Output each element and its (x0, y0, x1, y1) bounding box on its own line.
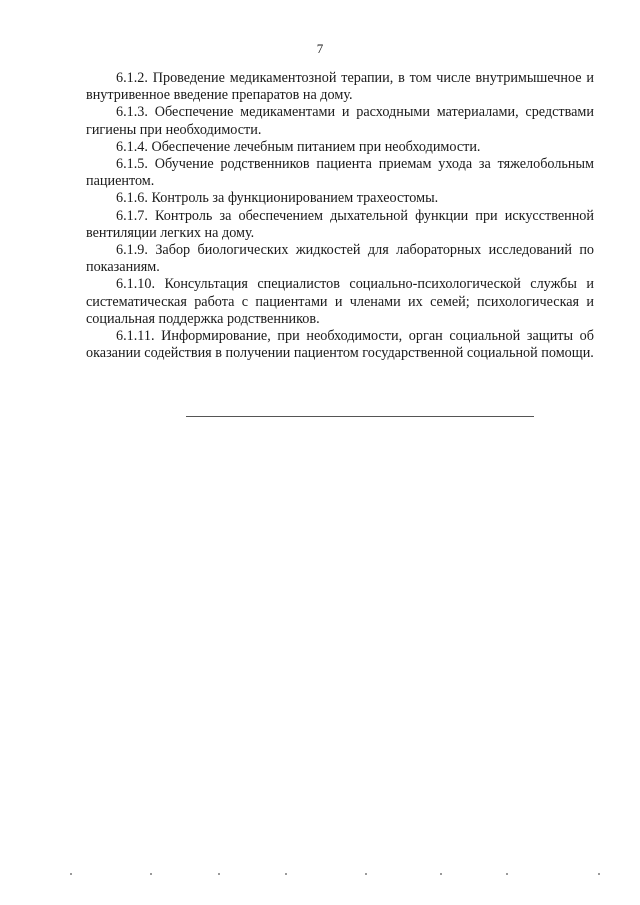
scan-dot (506, 873, 508, 875)
paragraph-6-1-7: 6.1.7. Контроль за обеспечением дыхательной функции при искусственной вентиляции легких на дому. (86, 207, 594, 241)
document-body (86, 70, 594, 362)
paragraph-6-1-2: 6.1.2. Проведение медикаментозной терапии, в том числе внутримышечное и внутривенное введение препаратов на дому. (86, 70, 594, 104)
paragraph-6-1-3: 6.1.3. Обеспечение медикаментами и расходными материалами, средствами гигиены при необходимости. (86, 104, 594, 138)
scan-dot (218, 873, 220, 875)
scan-dot (150, 873, 152, 875)
end-divider-line (186, 416, 534, 417)
paragraph-6-1-10: 6.1.10. Консультация специалистов социально-психологической службы и систематическая работа с пациентами и членами их семей; психологическая и социальная поддержка родственников. (86, 276, 594, 327)
page-number: 7 (316, 41, 324, 56)
scan-dot (70, 873, 72, 875)
paragraph-6-1-5: 6.1.5. Обучение родственников пациента приемам ухода за тяжелобольным пациентом. (86, 156, 594, 190)
paragraph-6-1-4: 6.1.4. Обеспечение лечебным питанием при необходимости. (116, 138, 481, 155)
scan-artifact-dots (70, 873, 610, 877)
paragraph-6-1-9: 6.1.9. Забор биологических жидкостей для лабораторных исследований по показаниям. (86, 242, 594, 276)
paragraph-6-1-11: 6.1.11. Информирование, при необходимости, орган социальной защиты об оказании содействия в получении пациентом государственной социальной помощи. (86, 328, 594, 362)
scan-dot (285, 873, 287, 875)
paragraph-6-1-6: 6.1.6. Контроль за функционированием трахеостомы. (116, 190, 439, 207)
scan-dot (440, 873, 442, 875)
scan-dot (598, 873, 600, 875)
scan-dot (365, 873, 367, 875)
